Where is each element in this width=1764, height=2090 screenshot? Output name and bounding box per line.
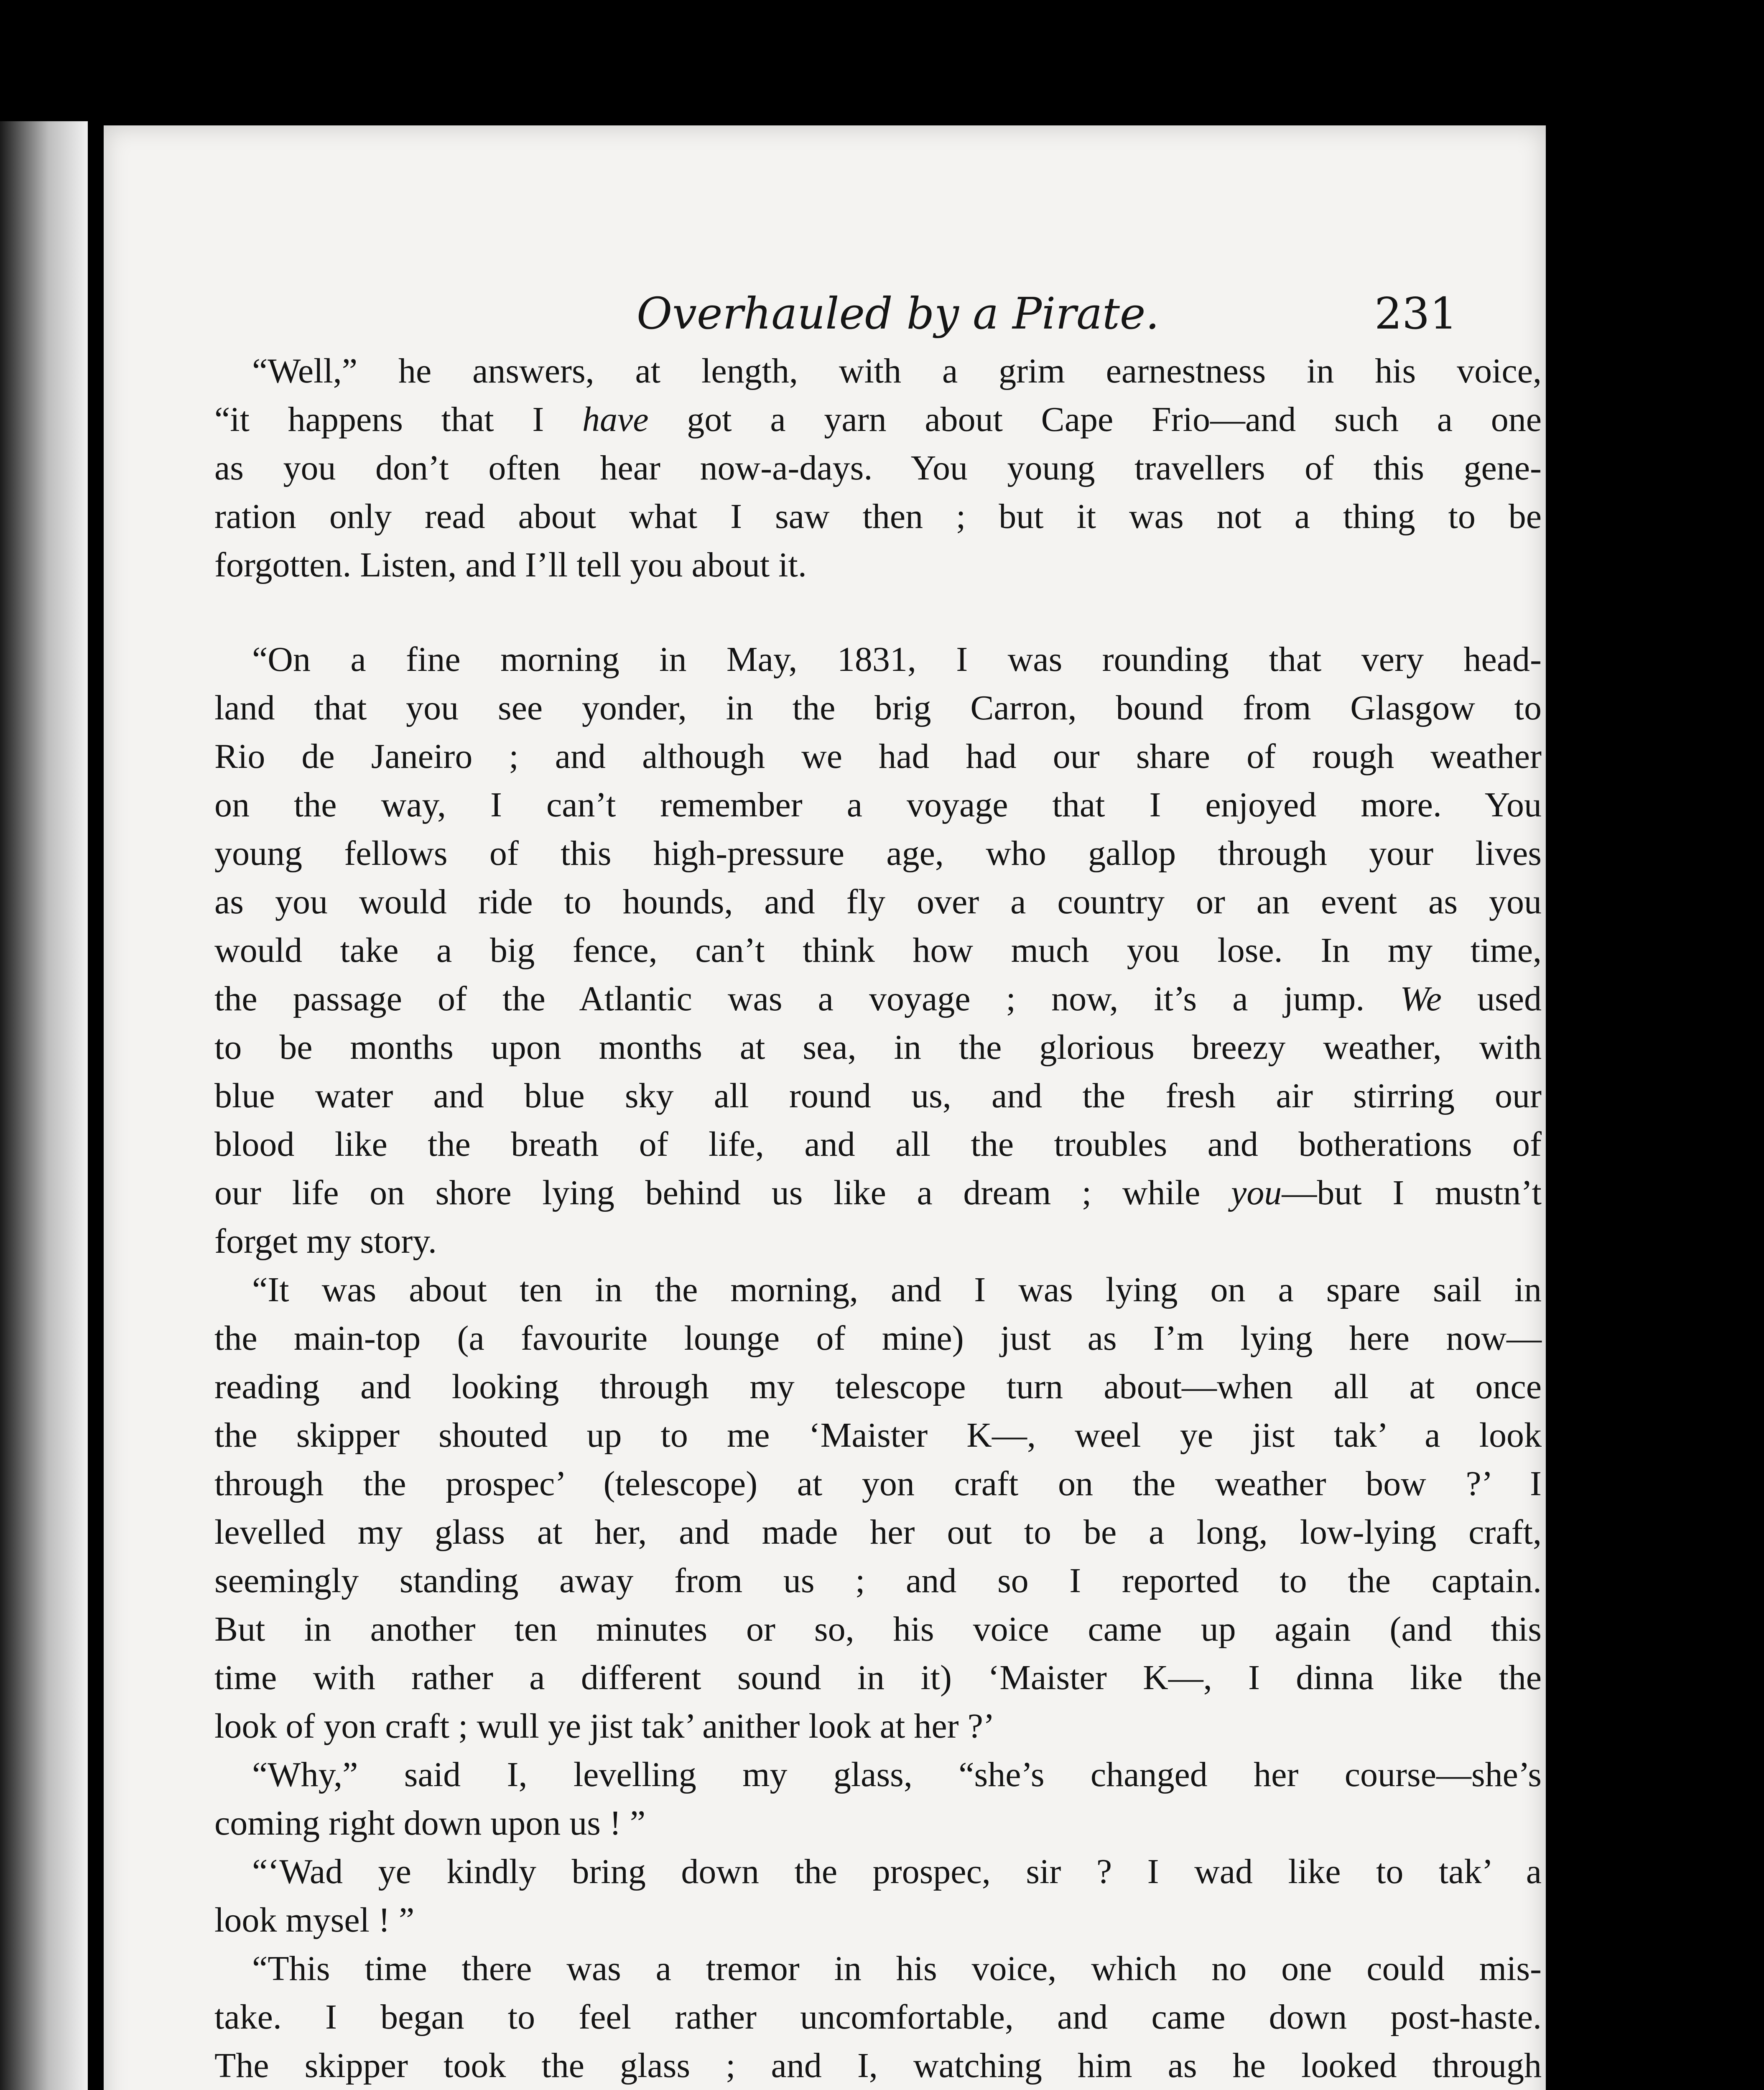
text-line: look mysel ! ” [214, 1901, 415, 1940]
text-line: The skipper took the glass ; and I, watching him as he looked through [214, 2046, 1542, 2085]
text-line [214, 395, 1542, 444]
text-line-html: the passage of the Atlantic was a voyage ; now, it’s a jump. We used [214, 979, 1542, 1018]
page-header [104, 280, 1546, 347]
text-line: levelled my glass at her, and made her out to be a long, low-lying craft, [214, 1513, 1542, 1552]
text-line: “‘Wad ye kindly bring down the prospec, sir ? I wad like to tak’ a [252, 1852, 1542, 1891]
text-line: “It was about ten in the morning, and I was lying on a spare sail in [252, 1270, 1542, 1309]
text-line: take. I began to feel rather uncomfortable, and came down post-haste. [214, 1998, 1542, 2036]
paragraph-6 [214, 1945, 1542, 2090]
text-line-html: “it happens that I have got a yarn about Cape Frio—and such a one [214, 400, 1542, 439]
text-line: look of yon craft ; wull ye jist tak’ anither look at her ?’ [214, 1707, 995, 1746]
book-page [104, 125, 1546, 2090]
italic-text: have [582, 400, 649, 439]
text-line: blood like the breath of life, and all the troubles and botherations of [214, 1125, 1542, 1164]
italic-text: you [1231, 1173, 1282, 1212]
text-line: “On a fine morning in May, 1831, I was rounding that very head- [252, 640, 1542, 679]
text-line: “Why,” said I, levelling my glass, “she’s changed her course—she’s [252, 1755, 1542, 1794]
paragraph-5 [214, 1848, 1542, 1945]
text-line: forget my story. [214, 1222, 437, 1261]
paragraph-4 [214, 1751, 1542, 1848]
text-line: on the way, I can’t remember a voyage that I enjoyed more. You [214, 785, 1542, 824]
text-line: reading and looking through my telescope turn about—when all at once [214, 1367, 1542, 1406]
text-line: ration only read about what I saw then ; but it was not a thing to be [214, 497, 1542, 536]
left-page-edge [0, 121, 88, 2090]
text-line [214, 1169, 1542, 1217]
text-line: as you don’t often hear now-a-days. You young travellers of this gene- [214, 449, 1542, 487]
text-line: But in another ten minutes or so, his voice came up again (and this [214, 1610, 1542, 1649]
text-line: coming right down upon us ! ” [214, 1804, 646, 1843]
italic-text: We [1400, 979, 1442, 1018]
text-line: “This time there was a tremor in his voice, which no one could mis- [252, 1949, 1542, 1988]
paragraph-gap [214, 589, 1542, 635]
text-line: “Well,” he answers, at length, with a grim earnestness in his voice, [252, 352, 1542, 390]
text-line: would take a big fence, can’t think how much you lose. In my time, [214, 931, 1542, 970]
text-line: to be months upon months at sea, in the glorious breezy weather, with [214, 1028, 1542, 1067]
text-line: young fellows of this high-pressure age, who gallop through your lives [214, 834, 1542, 873]
text-line [214, 975, 1542, 1023]
paragraph-2 [214, 635, 1542, 1266]
body-text [214, 347, 1542, 2090]
text-line: the skipper shouted up to me ‘Maister K—, weel ye jist tak’ a look [214, 1416, 1542, 1455]
paragraph-1 [214, 347, 1542, 589]
page-number: 231 [1374, 288, 1458, 339]
running-title: Overhauled by a Pirate. [637, 288, 1160, 339]
text-line: the main-top (a favourite lounge of mine) just as I’m lying here now— [214, 1319, 1542, 1358]
text-line: land that you see yonder, in the brig Carron, bound from Glasgow to [214, 688, 1542, 727]
text-line: Rio de Janeiro ; and although we had had our share of rough weather [214, 737, 1542, 776]
paragraph-3 [214, 1266, 1542, 1751]
text-line-html: our life on shore lying behind us like a dream ; while you—but I mustn’t [214, 1173, 1542, 1212]
text-line: through the prospec’ (telescope) at yon craft on the weather bow ?’ I [214, 1464, 1542, 1503]
text-line: forgotten. Listen, and I’ll tell you about it. [214, 545, 807, 584]
text-line: seemingly standing away from us ; and so I reported to the captain. [214, 1561, 1542, 1600]
text-line: as you would ride to hounds, and fly over a country or an event as you [214, 882, 1542, 921]
text-line: blue water and blue sky all round us, and the fresh air stirring our [214, 1076, 1542, 1115]
text-line: time with rather a different sound in it) ‘Maister K—, I dinna like the [214, 1658, 1542, 1697]
